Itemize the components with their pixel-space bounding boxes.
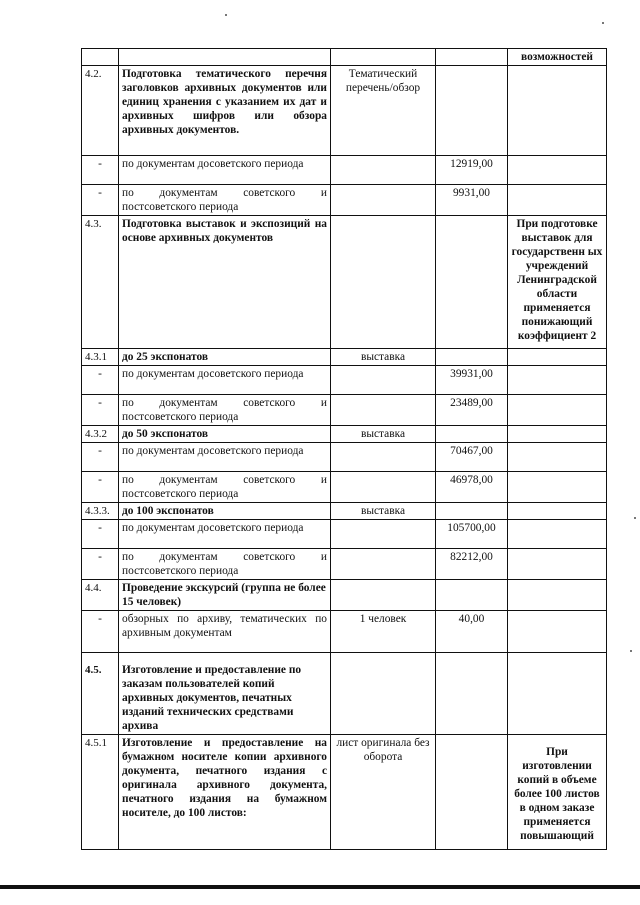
table-row xyxy=(82,503,607,520)
unit-cell: Тематический перечень/обзор xyxy=(331,66,436,156)
table-row xyxy=(82,653,607,735)
scan-speck xyxy=(225,14,227,16)
price-cell xyxy=(436,349,508,366)
note-cell: возможностей xyxy=(508,49,607,66)
service-name: по документам советского и постсоветского периода xyxy=(119,395,331,426)
service-name: обзорных по архиву, тематических по архивным документам xyxy=(119,611,331,653)
row-number: 4.3.3. xyxy=(82,503,119,520)
table-row xyxy=(82,520,607,549)
row-number: - xyxy=(82,549,119,580)
scan-speck xyxy=(602,22,604,24)
row-number: - xyxy=(82,443,119,472)
table-row xyxy=(82,156,607,185)
note-cell xyxy=(508,653,607,735)
table-row xyxy=(82,611,607,653)
note-cell xyxy=(508,443,607,472)
unit-cell: выставка xyxy=(331,426,436,443)
row-number: 4.4. xyxy=(82,580,119,611)
price-table xyxy=(81,48,607,850)
table-row xyxy=(82,395,607,426)
service-name: Проведение экскурсий (группа не более 15 человек) xyxy=(119,580,331,611)
price-cell xyxy=(436,735,508,850)
note-cell xyxy=(508,472,607,503)
note-cell xyxy=(508,66,607,156)
unit-cell: лист оригинала без оборота xyxy=(331,735,436,850)
unit-cell: выставка xyxy=(331,503,436,520)
service-name: по документам досоветского периода xyxy=(119,366,331,395)
price-cell: 9931,00 xyxy=(436,185,508,216)
table-row xyxy=(82,49,607,66)
unit-cell xyxy=(331,653,436,735)
service-name: до 25 экспонатов xyxy=(119,349,331,366)
service-name: по документам советского и постсоветского периода xyxy=(119,185,331,216)
row-number: - xyxy=(82,156,119,185)
table-cell xyxy=(82,49,119,66)
table-row xyxy=(82,216,607,349)
row-number: 4.3.1 xyxy=(82,349,119,366)
note-cell xyxy=(508,185,607,216)
unit-cell: 1 человек xyxy=(331,611,436,653)
row-number: 4.3. xyxy=(82,216,119,349)
price-cell xyxy=(436,653,508,735)
table-row xyxy=(82,443,607,472)
unit-cell xyxy=(331,580,436,611)
price-cell: 39931,00 xyxy=(436,366,508,395)
price-cell xyxy=(436,216,508,349)
note-cell xyxy=(508,366,607,395)
unit-cell xyxy=(331,472,436,503)
row-number: - xyxy=(82,395,119,426)
table-row xyxy=(82,366,607,395)
price-cell xyxy=(436,580,508,611)
note-cell: При изготовлении копий в объеме более 100 листов в одном заказе применяется повышающий xyxy=(508,735,607,850)
note-cell xyxy=(508,611,607,653)
note-cell xyxy=(508,156,607,185)
service-name: Подготовка выставок и экспозиций на основе архивных документов xyxy=(119,216,331,349)
price-cell: 23489,00 xyxy=(436,395,508,426)
note-cell: При подготовке выставок для государственн ых учреждений Ленинградской области применяется понижающий коэффициент 2 xyxy=(508,216,607,349)
table-row xyxy=(82,66,607,156)
note-cell xyxy=(508,349,607,366)
note-cell xyxy=(508,580,607,611)
note-cell xyxy=(508,395,607,426)
price-cell xyxy=(436,426,508,443)
row-number: 4.5. xyxy=(82,653,119,735)
table-cell xyxy=(119,49,331,66)
table-row xyxy=(82,426,607,443)
table-row xyxy=(82,580,607,611)
table-row xyxy=(82,472,607,503)
service-name: по документам досоветского периода xyxy=(119,156,331,185)
unit-cell xyxy=(331,366,436,395)
service-name: Изготовление и предоставление по заказам пользователей копий архивных документов, печатных изданий технических средствами архива xyxy=(119,653,331,735)
note-cell xyxy=(508,549,607,580)
service-name: до 100 экспонатов xyxy=(119,503,331,520)
row-number: 4.2. xyxy=(82,66,119,156)
table-row xyxy=(82,185,607,216)
row-number: 4.5.1 xyxy=(82,735,119,850)
unit-cell: выставка xyxy=(331,349,436,366)
unit-cell xyxy=(331,549,436,580)
table-cell xyxy=(436,49,508,66)
price-cell xyxy=(436,66,508,156)
service-name: Изготовление и предоставление на бумажном носителе копии архивного документа, печатного издания с оригинала архивного документа, печатного издания на бумажном носителе, до 100 листов: xyxy=(119,735,331,850)
price-cell: 70467,00 xyxy=(436,443,508,472)
scan-edge xyxy=(0,885,640,889)
scan-speck xyxy=(634,517,636,519)
row-number: - xyxy=(82,520,119,549)
row-number: - xyxy=(82,611,119,653)
unit-cell xyxy=(331,443,436,472)
unit-cell xyxy=(331,395,436,426)
row-number: - xyxy=(82,366,119,395)
price-cell: 82212,00 xyxy=(436,549,508,580)
unit-cell xyxy=(331,520,436,549)
note-cell xyxy=(508,426,607,443)
price-cell xyxy=(436,503,508,520)
price-cell: 46978,00 xyxy=(436,472,508,503)
price-cell: 105700,00 xyxy=(436,520,508,549)
row-number: 4.3.2 xyxy=(82,426,119,443)
note-cell xyxy=(508,503,607,520)
service-name: по документам досоветского периода xyxy=(119,520,331,549)
service-name: до 50 экспонатов xyxy=(119,426,331,443)
table-cell xyxy=(331,49,436,66)
table-row xyxy=(82,735,607,850)
price-cell: 40,00 xyxy=(436,611,508,653)
unit-cell xyxy=(331,185,436,216)
table-row xyxy=(82,549,607,580)
note-cell xyxy=(508,520,607,549)
service-name: по документам советского и постсоветского периода xyxy=(119,549,331,580)
service-name: по документам досоветского периода xyxy=(119,443,331,472)
service-name: Подготовка тематического перечня заголовков архивных документов или единиц хранения с указанием их дат и архивных шифров или обзора архивных документов. xyxy=(119,66,331,156)
row-number: - xyxy=(82,185,119,216)
unit-cell xyxy=(331,156,436,185)
price-cell: 12919,00 xyxy=(436,156,508,185)
service-name: по документам советского и постсоветского периода xyxy=(119,472,331,503)
scan-speck xyxy=(630,650,632,652)
row-number: - xyxy=(82,472,119,503)
table-row xyxy=(82,349,607,366)
unit-cell xyxy=(331,216,436,349)
